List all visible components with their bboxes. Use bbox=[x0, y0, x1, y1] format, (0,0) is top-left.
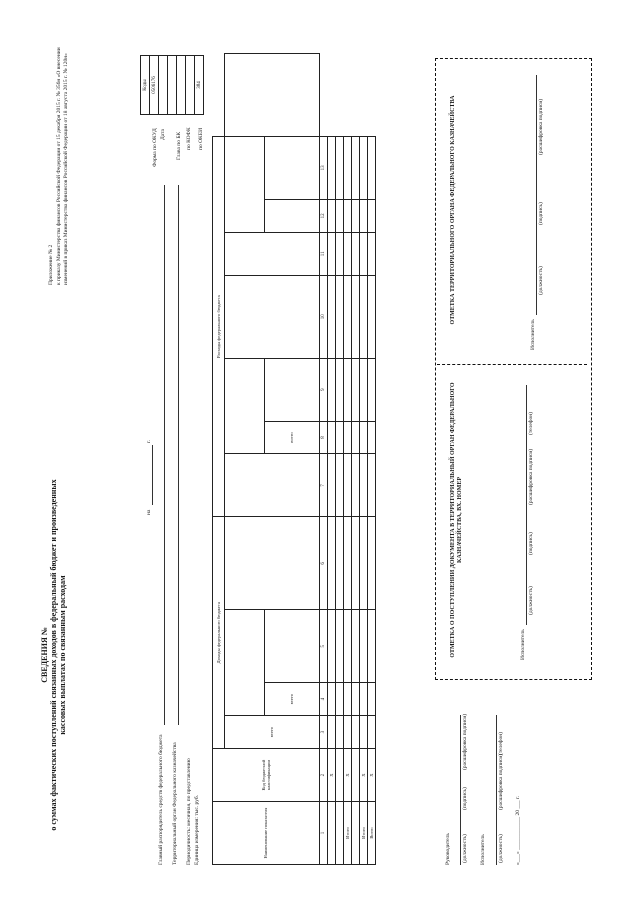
treasury-executor: Исполнитель bbox=[530, 319, 536, 350]
kofk-label: по КОФК bbox=[186, 127, 192, 150]
receipt-phone: (телефон) bbox=[528, 411, 534, 435]
date-code bbox=[159, 56, 168, 115]
col-num-1: 1 bbox=[320, 802, 328, 865]
col-num-8: 8 bbox=[320, 421, 328, 454]
header-acc-code bbox=[265, 199, 320, 232]
executor-line bbox=[496, 715, 497, 865]
head-sign: (подпись) bbox=[462, 787, 468, 810]
column-numbers-row bbox=[320, 54, 328, 865]
appendix-label: Приложение № 2 bbox=[48, 244, 54, 285]
header-expense: Расходы федерального бюджета bbox=[213, 136, 225, 516]
form-title-2: о суммах фактических поступлений связанных доходов в федеральный бюджет и произведенных bbox=[49, 479, 58, 831]
header-acc-name bbox=[265, 136, 320, 199]
receipt-post: (должность) bbox=[528, 586, 534, 615]
itogo-label-2: Итого bbox=[360, 802, 368, 865]
col-num-2: 2 bbox=[320, 749, 328, 802]
form-title-1: СВЕДЕНИЯ № bbox=[40, 627, 49, 683]
header-exp-other bbox=[225, 275, 320, 358]
codes-table bbox=[140, 55, 204, 115]
main-table bbox=[212, 53, 376, 865]
header-name: Наименование показателя bbox=[213, 802, 320, 865]
cell-x: X bbox=[360, 749, 368, 802]
receipt-line bbox=[526, 385, 527, 625]
head-line bbox=[460, 715, 461, 865]
form-code: 0506176 bbox=[150, 56, 159, 115]
row-itogo bbox=[344, 54, 352, 865]
treasury-post: (должность) bbox=[538, 266, 544, 295]
header-income: Доходы федерального бюджета bbox=[213, 517, 225, 749]
col-num-4: 4 bbox=[320, 683, 328, 716]
header-exp-last bbox=[225, 54, 320, 137]
field-period: Периодичность: месячная, по представлению bbox=[186, 758, 192, 865]
header-exp-sub bbox=[225, 358, 265, 454]
header-income-all: всего bbox=[265, 683, 320, 716]
form-title-3: кассовых выплатах по связанным расходам bbox=[58, 575, 67, 735]
treasury-sign: (подпись) bbox=[538, 202, 544, 225]
treasury-stamp: ОТМЕТКА ТЕРРИТОРИАЛЬНОГО ОРГАНА ФЕДЕРАЛЬНОГО КАЗНАЧЕЙСТВА bbox=[450, 95, 456, 325]
year-suffix: г. bbox=[515, 795, 521, 799]
bk-code bbox=[177, 56, 186, 115]
executor-phone: (телефон) bbox=[498, 731, 504, 755]
blank-code bbox=[168, 56, 177, 115]
treasury-line bbox=[536, 75, 537, 315]
okei-code: 384 bbox=[195, 56, 204, 115]
cell-x: X bbox=[344, 749, 352, 802]
row-itogo-2 bbox=[360, 54, 368, 865]
year: 20 bbox=[515, 810, 521, 816]
table-row bbox=[352, 54, 360, 865]
treasury-name: (расшифровка подписи) bbox=[538, 98, 544, 155]
receipt-name: (расшифровка подписи) bbox=[528, 448, 534, 505]
header-exp-code bbox=[225, 454, 320, 517]
date-line bbox=[152, 445, 153, 505]
appendix-text: к приказу Министерства финансов Российской Федерации от 15 декабря 2015 г. № 356н «О внесении изменений в приказ Министерства финансов Российской Федерации от 18 августа 2015 г. № 120н» bbox=[56, 47, 69, 285]
head-post: (должность) bbox=[462, 834, 468, 863]
executor-post: (должность) bbox=[498, 834, 504, 863]
date-suffix: г. bbox=[146, 439, 152, 443]
header-income-other bbox=[225, 517, 320, 610]
field-unit: Единица измерения: тыс. руб. bbox=[194, 794, 200, 865]
sign-date: «___» ____________ 20 ___ г. bbox=[515, 795, 521, 865]
header-code: Код бюджетной классификации bbox=[213, 749, 320, 802]
executor-label: Исполнитель bbox=[480, 834, 486, 865]
codes-header: Коды bbox=[141, 56, 150, 115]
col-num-10: 10 bbox=[320, 275, 328, 358]
executor-name: (расшифровка подписи) bbox=[498, 753, 504, 810]
col-num-12: 12 bbox=[320, 199, 328, 232]
header-income-part bbox=[265, 610, 320, 683]
cell-x: X bbox=[368, 749, 376, 802]
field-gr: Главный распорядитель средств федерального бюджета bbox=[158, 734, 164, 865]
field-line-2 bbox=[178, 185, 179, 725]
stamp-divider bbox=[437, 364, 587, 365]
field-line-1 bbox=[164, 185, 165, 725]
header-exp-sum bbox=[225, 232, 320, 275]
header-exp-all: всего bbox=[265, 421, 320, 454]
col-num-7: 7 bbox=[320, 454, 328, 517]
receipt-sign: (подпись) bbox=[528, 532, 534, 555]
header-exp-part bbox=[265, 358, 320, 421]
col-num-6: 6 bbox=[320, 517, 328, 610]
col-num-13: 13 bbox=[320, 136, 328, 199]
row-vsego bbox=[368, 54, 376, 865]
head-name: (расшифровка подписи) bbox=[462, 713, 468, 770]
header-income-total: всего bbox=[225, 716, 320, 749]
vsego-label: Всего bbox=[368, 802, 376, 865]
col-num-3: 3 bbox=[320, 716, 328, 749]
col-num-9: 9 bbox=[320, 358, 328, 421]
rotated-form bbox=[40, 25, 600, 885]
receipt-stamp: ОТМЕТКА О ПОСТУПЛЕНИИ ДОКУМЕНТА В ТЕРРИТОРИАЛЬНЫЙ ОРГАН ФЕДЕРАЛЬНОГО КАЗНАЧЕЙСТВА, ВХ. НОМЕР bbox=[450, 382, 463, 658]
table-row bbox=[328, 54, 336, 865]
cell-x: X bbox=[328, 749, 336, 802]
kofk-code bbox=[186, 56, 195, 115]
form-label: Форма по ОКУД bbox=[152, 128, 158, 167]
field-tofk: Территориальный орган Федерального казначейства bbox=[172, 742, 178, 865]
date-prefix: на bbox=[146, 509, 152, 515]
col-num-11: 11 bbox=[320, 232, 328, 275]
okei-label: по ОКЕИ bbox=[198, 127, 204, 150]
col-num-5: 5 bbox=[320, 610, 328, 683]
header-exp-account bbox=[225, 136, 265, 232]
head-label: Руководитель bbox=[445, 833, 451, 865]
itogo-label: Итого bbox=[344, 802, 352, 865]
receipt-executor: Исполнитель bbox=[520, 629, 526, 660]
date-label: Дата bbox=[160, 129, 166, 140]
header-income-sub bbox=[225, 610, 265, 716]
bk-label: Глава по БК bbox=[176, 131, 182, 160]
table-row bbox=[336, 54, 344, 865]
